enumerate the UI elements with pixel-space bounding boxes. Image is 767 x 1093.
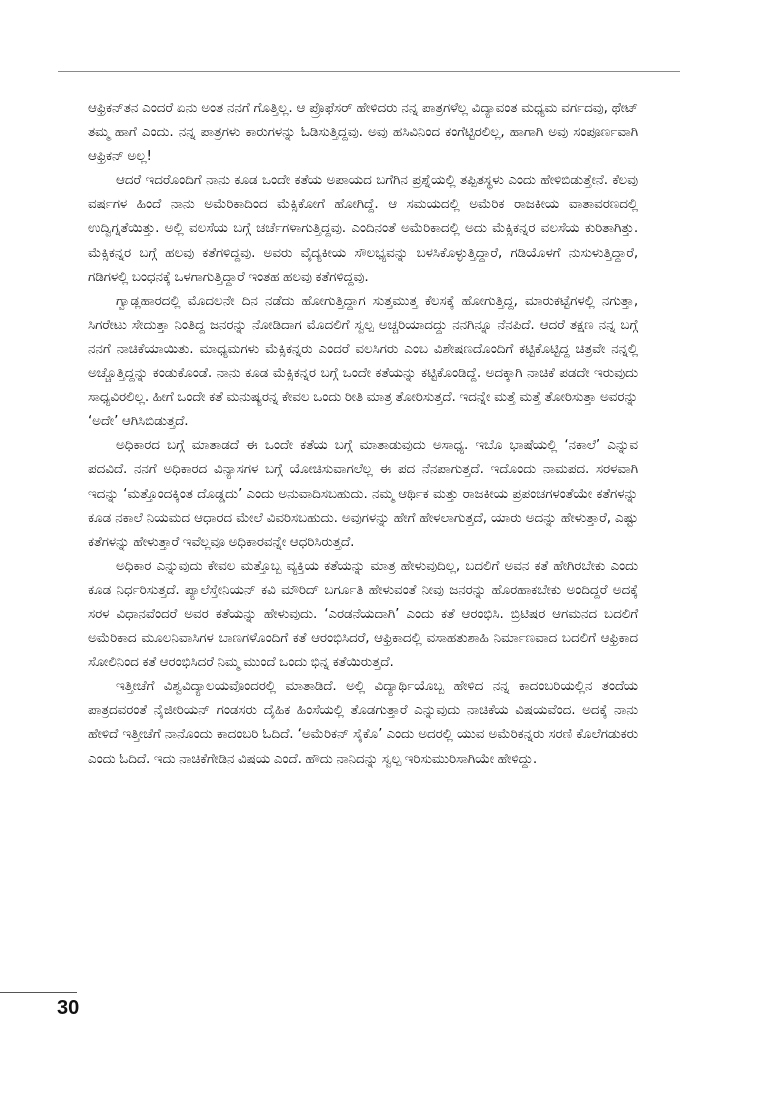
paragraph-3: ಗ್ವಾಡ್ಲಹಾರದಲ್ಲಿ ಮೊದಲನೇ ದಿನ ನಡೆದು ಹೋಗುತ್ತಿದ್ದಾಗ ಸುತ್ತಮುತ್ತ ಕೆಲಸಕ್ಕೆ ಹೋಗುತ್ತಿದ್ದ, ಮಾರುಕಟ್ಟೆಗಳಲ್ಲಿ ನಗುತ್ತಾ, ಸಿಗರೇಟು ಸೇದುತ್ತಾ ನಿಂತಿದ್ದ ಜನರನ್ನು ನೋಡಿದಾಗ ಮೊದಲಿಗೆ ಸ್ವಲ್ಪ ಅಚ್ಚರಿಯಾದದ್ದು ನನಗಿನ್ನೂ ನೆನಪಿದೆ. ಆದರೆ ತಕ್ಷಣ ನನ್ನ ಬಗ್ಗೆ ನನಗೆ ನಾಚಿಕೆಯಾಯಿತು. ಮಾಧ್ಯಮಗಳು ಮೆಕ್ಸಿಕನ್ನರು ಎಂದರೆ ವಲಸಿಗರು ಎಂಬ ವಿಶೇಷಣದೊಂದಿಗೆ ಕಟ್ಟಿಕೊಟ್ಟಿದ್ದ ಚಿತ್ರವೇ ನನ್ನಲ್ಲಿ ಅಚ್ಚೊತ್ತಿದ್ದನ್ನು ಕಂಡುಕೊಂಡೆ. ನಾನು ಕೂಡ ಮೆಕ್ಸಿಕನ್ನರ ಬಗ್ಗೆ ಒಂದೇ ಕತೆಯನ್ನು ಕಟ್ಟಿಕೊಂಡಿದ್ದೆ. ಅದಕ್ಕಾಗಿ ನಾಚಿಕೆ ಪಡದೇ ಇರುವುದು ಸಾಧ್ಯವಿರಲಿಲ್ಲ. ಹೀಗೆ ಒಂದೇ ಕತೆ ಮನುಷ್ಯರನ್ನ ಕೇವಲ ಒಂದು ರೀತಿ ಮಾತ್ರ ತೋರಿಸುತ್ತದೆ. ಇದನ್ನೇ ಮತ್ತೆ ಮತ್ತೆ ತೋರಿಸುತ್ತಾ ಅವರನ್ನು ‘ಅದೇ’ ಆಗಿಸಿಬಿಡುತ್ತದೆ. bbox=[88, 292, 638, 430]
paragraph-6: ಇತ್ತೀಚೆಗೆ ವಿಶ್ವವಿದ್ಯಾಲಯವೊಂದರಲ್ಲಿ ಮಾತಾಡಿದೆ. ಅಲ್ಲಿ ವಿದ್ಯಾರ್ಥಿಯೊಬ್ಬ ಹೇಳಿದ ನನ್ನ ಕಾದಂಬರಿಯಲ್ಲಿನ ತಂದೆಯ ಪಾತ್ರದವರಂತೆ ನೈಜೀರಿಯನ್ ಗಂಡಸರು ದೈಹಿಕ ಹಿಂಸೆಯಲ್ಲಿ ತೊಡಗುತ್ತಾರೆ ಎನ್ನುವುದು ನಾಚಿಕೆಯ ವಿಷಯವೆಂದ. ಅದಕ್ಕೆ ನಾನು ಹೇಳಿದೆ ಇತ್ತೀಚೆಗೆ ನಾನೊಂದು ಕಾದಂಬರಿ ಓದಿದೆ. ‘ಅಮೆರಿಕನ್ ಸೈಕೊ’ ಎಂದು ಅದರಲ್ಲಿ ಯುವ ಅಮೆರಿಕನ್ನರು ಸರಣಿ ಕೊಲೆಗಡುಕರು ಎಂದು ಓದಿದೆ. ಇದು ನಾಚಿಕೆಗೇಡಿನ ವಿಷಯ ಎಂದೆ. ಹೌದು ನಾನಿದನ್ನು ಸ್ವಲ್ಪ ಇರಿಸುಮುರಿಸಾಗಿಯೇ ಹೇಳಿದ್ದು. bbox=[88, 678, 638, 767]
footer-rule bbox=[0, 992, 77, 993]
body-text bbox=[88, 96, 638, 771]
paragraph-2: ಆದರೆ ಇದರೊಂದಿಗೆ ನಾನು ಕೂಡ ಒಂದೇ ಕತೆಯ ಅಪಾಯದ ಬಗೆಗಿನ ಪ್ರಶ್ನೆಯಲ್ಲಿ ತಪ್ಪಿತಸ್ಥಳು ಎಂದು ಹೇಳಿಬಿಡುತ್ತೇನೆ. ಕೆಲವು ವರ್ಷಗಳ ಹಿಂದೆ ನಾನು ಅಮೆರಿಕಾದಿಂದ ಮೆಕ್ಸಿಕೋಗೆ ಹೋಗಿದ್ದೆ. ಆ ಸಮಯದಲ್ಲಿ ಅಮೆರಿಕ ರಾಜಕೀಯ ವಾತಾವರಣದಲ್ಲಿ ಉದ್ವಿಗ್ನತೆಯಿತ್ತು. ಅಲ್ಲಿ ವಲಸೆಯ ಬಗ್ಗೆ ಚರ್ಚೆಗಳಾಗುತ್ತಿದ್ದವು. ಎಂದಿನಂತೆ ಅಮೆರಿಕಾದಲ್ಲಿ ಅದು ಮೆಕ್ಸಿಕನ್ನರ ವಲಸೆಯ ಕುರಿತಾಗಿತ್ತು. ಮೆಕ್ಸಿಕನ್ನರ ಬಗ್ಗೆ ಹಲವು ಕತೆಗಳಿದ್ದವು. ಅವರು ವೈದ್ಯಕೀಯ ಸೌಲಭ್ಯವನ್ನು ಬಳಸಿಕೊಳ್ಳುತ್ತಿದ್ದಾರೆ, ಗಡಿಯೊಳಗೆ ನುಸುಳುತ್ತಿದ್ದಾರೆ, ಗಡಿಗಳಲ್ಲಿ ಬಂಧನಕ್ಕೆ ಒಳಗಾಗುತ್ತಿದ್ದಾರೆ ಇಂತಹ ಹಲವು ಕತೆಗಳಿದ್ದವು. bbox=[88, 172, 638, 285]
paragraph-4: ಅಧಿಕಾರದ ಬಗ್ಗೆ ಮಾತಾಡದೆ ಈ ಒಂದೇ ಕತೆಯ ಬಗ್ಗೆ ಮಾತಾಡುವುದು ಅಸಾಧ್ಯ. ಇಬೊ ಭಾಷೆಯಲ್ಲಿ ‘ನಕಾಲೆ’ ಎನ್ನುವ ಪದವಿದೆ. ನನಗೆ ಅಧಿಕಾರದ ವಿನ್ಯಾಸಗಳ ಬಗ್ಗೆ ಯೋಚಿಸುವಾಗಲೆಲ್ಲ ಈ ಪದ ನೆನಪಾಗುತ್ತದೆ. ಇದೊಂದು ನಾಮಪದ. ಸರಳವಾಗಿ ಇದನ್ನು ‘ಮತ್ತೊಂದಕ್ಕಿಂತ ದೊಡ್ಡದು’ ಎಂದು ಅನುವಾದಿಸಬಹುದು. ನಮ್ಮ ಆರ್ಥಿಕ ಮತ್ತು ರಾಜಕೀಯ ಪ್ರಪಂಚಗಳಂತೆಯೇ ಕತೆಗಳನ್ನು ಕೂಡ ನಕಾಲೆ ನಿಯಮದ ಆಧಾರದ ಮೇಲೆ ವಿವರಿಸಬಹುದು. ಅವುಗಳನ್ನು ಹೇಗೆ ಹೇಳಲಾಗುತ್ತದೆ, ಯಾರು ಅದನ್ನು ಹೇಳುತ್ತಾರೆ, ಎಷ್ಟು ಕತೆಗಳನ್ನು ಹೇಳುತ್ತಾರೆ ಇವೆಲ್ಲವೂ ಅಧಿಕಾರವನ್ನೇ ಆಧರಿಸಿರುತ್ತದೆ. bbox=[88, 437, 638, 550]
paragraph-1: ಆಫ್ರಿಕನ್‌ತನ ಎಂದರೆ ಏನು ಅಂತ ನನಗೆ ಗೊತ್ತಿಲ್ಲ. ಆ ಪ್ರೊಫೆಸರ್ ಹೇಳಿದರು ನನ್ನ ಪಾತ್ರಗಳೆಲ್ಲ ವಿದ್ಯಾವಂತ ಮಧ್ಯಮ ವರ್ಗದವು, ಥೇಟ್ ತಮ್ಮ ಹಾಗೆ ಎಂದು. ನನ್ನ ಪಾತ್ರಗಳು ಕಾರುಗಳನ್ನು ಓಡಿಸುತ್ತಿದ್ದವು. ಅವು ಹಸಿವಿನಿಂದ ಕಂಗೆಟ್ಟಿರಲಿಲ್ಲ, ಹಾಗಾಗಿ ಅವು ಸಂಪೂರ್ಣವಾಗಿ ಆಫ್ರಿಕನ್ ಅಲ್ಲ! bbox=[88, 100, 638, 165]
header-rule bbox=[58, 71, 680, 72]
page-number: 30 bbox=[57, 997, 80, 1019]
paragraph-5: ಅಧಿಕಾರ ಎನ್ನುವುದು ಕೇವಲ ಮತ್ತೊಬ್ಬ ವ್ಯಕ್ತಿಯ ಕತೆಯನ್ನು ಮಾತ್ರ ಹೇಳುವುದಿಲ್ಲ, ಬದಲಿಗೆ ಅವನ ಕತೆ ಹೇಗಿರಬೇಕು ಎಂದು ಕೂಡ ನಿರ್ಧರಿಸುತ್ತದೆ. ಪ್ಯಾಲೆಸ್ತೇನಿಯನ್ ಕವಿ ಮೌರಿದ್ ಬರ್ಗೂತಿ ಹೇಳುವಂತೆ ನೀವು ಜನರನ್ನು ಹೊರಹಾಕಬೇಕು ಅಂದಿದ್ದರೆ ಅದಕ್ಕೆ ಸರಳ ವಿಧಾನವೆಂದರೆ ಅವರ ಕತೆಯನ್ನು ಹೇಳುವುದು. ‘ಎರಡನೆಯದಾಗಿ’ ಎಂದು ಕತೆ ಆರಂಭಿಸಿ. ಬ್ರಿಟಿಷರ ಆಗಮನದ ಬದಲಿಗೆ ಅಮೆರಿಕಾದ ಮೂಲನಿವಾಸಿಗಳ ಬಾಣಗಳೊಂದಿಗೆ ಕತೆ ಆರಂಭಿಸಿದರೆ, ಆಫ್ರಿಕಾದಲ್ಲಿ ವಸಾಹತುಶಾಹಿ ನಿರ್ಮಾಣವಾದ ಬದಲಿಗೆ ಆಫ್ರಿಕಾದ ಸೋಲಿನಿಂದ ಕತೆ ಆರಂಭಿಸಿದರೆ ನಿಮ್ಮ ಮುಂದೆ ಒಂದು ಭಿನ್ನ ಕತೆಯಿರುತ್ತದೆ. bbox=[88, 557, 638, 671]
